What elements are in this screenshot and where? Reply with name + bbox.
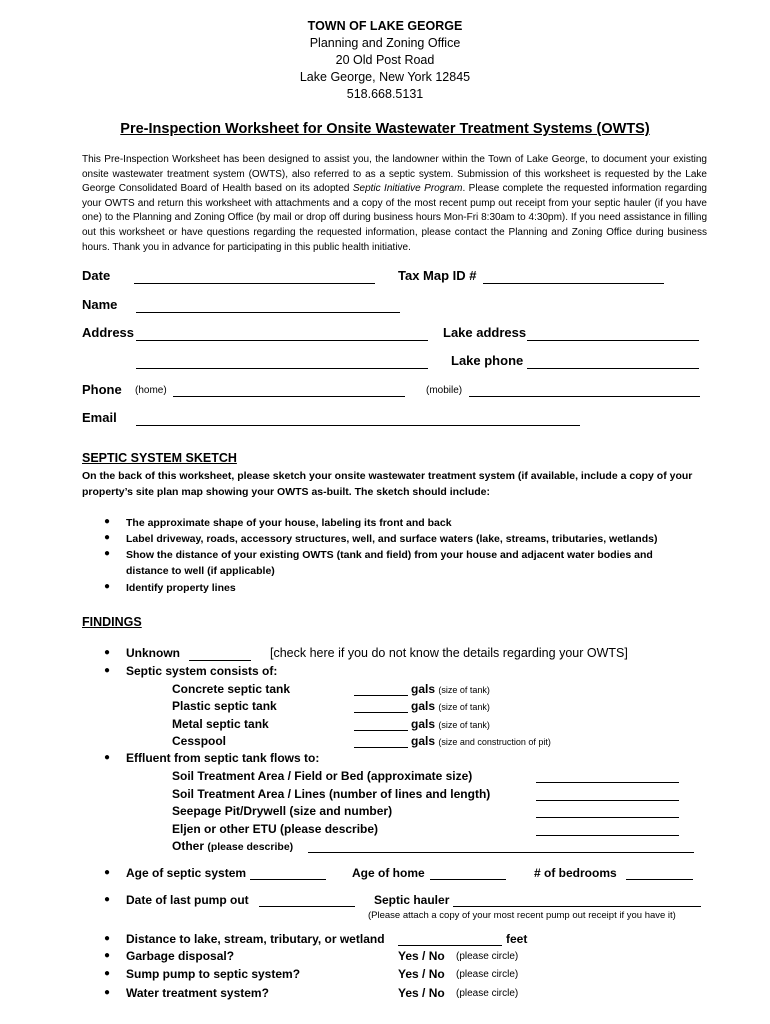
hauler-label: Septic hauler xyxy=(374,893,450,907)
mobile-phone-field[interactable] xyxy=(469,396,700,397)
flow-field[interactable] xyxy=(536,782,679,783)
tank-gallons-field[interactable] xyxy=(354,747,408,748)
tank-label: Cesspool xyxy=(172,734,227,748)
age-septic-field[interactable] xyxy=(250,879,326,880)
yes-no-choice[interactable]: Yes / No xyxy=(398,986,445,1000)
effluent-label: Effluent from septic tank flows to: xyxy=(126,751,320,765)
question-label: Garbage disposal? xyxy=(126,949,235,963)
date-field[interactable] xyxy=(134,283,375,284)
yes-no-choice[interactable]: Yes / No xyxy=(398,967,445,981)
address-field[interactable] xyxy=(136,340,428,341)
age-home-field[interactable] xyxy=(430,879,506,880)
sketch-heading: SEPTIC SYSTEM SKETCH xyxy=(82,451,237,465)
lake-phone-field[interactable] xyxy=(527,368,699,369)
tank-gallons-field[interactable] xyxy=(354,712,408,713)
street-address: 20 Old Post Road xyxy=(335,53,435,67)
mobile-phone-label: (mobile) xyxy=(426,385,463,396)
bullet-icon: ● xyxy=(104,950,111,961)
tank-gallons-field[interactable] xyxy=(354,695,408,696)
lake-phone-label: Lake phone xyxy=(451,353,524,368)
flow-label: Seepage Pit/Drywell (size and number) xyxy=(172,804,393,818)
tank-unit: gals (size of tank) xyxy=(411,682,490,696)
feet-label: feet xyxy=(506,932,528,946)
hauler-field[interactable] xyxy=(453,906,701,907)
question-label: Water treatment system? xyxy=(126,986,269,1000)
bullet-icon: ● xyxy=(104,867,111,878)
sketch-item: Show the distance of your existing OWTS (tank and field) from your house and adjacent water bodies and distance to well (if applicable) xyxy=(126,549,653,577)
flow-field[interactable] xyxy=(536,817,679,818)
bullet-icon: ● xyxy=(104,532,111,543)
office-name: Planning and Zoning Office xyxy=(309,36,461,50)
bullet-icon: ● xyxy=(104,968,111,979)
email-field[interactable] xyxy=(136,425,580,426)
home-phone-label: (home) xyxy=(135,385,167,396)
unknown-label: Unknown xyxy=(126,646,180,660)
phone-label: Phone xyxy=(82,382,122,397)
tank-gallons-field[interactable] xyxy=(354,730,408,731)
distance-field[interactable] xyxy=(398,945,502,946)
sketch-item: Label driveway, roads, accessory structures, well, and surface waters (lake, streams, tributaries, wetlands) xyxy=(126,533,658,545)
question-label: Sump pump to septic system? xyxy=(126,967,301,981)
pump-out-label: Date of last pump out xyxy=(126,893,249,907)
sketch-item: Identify property lines xyxy=(126,582,236,594)
flow-label: Soil Treatment Area / Field or Bed (approximate size) xyxy=(172,769,473,783)
circle-note: (please circle) xyxy=(456,969,519,980)
name-label: Name xyxy=(82,297,118,312)
intro-text-1: This Pre-Inspection Worksheet has been designed to assist you, the landowner within the Town of Lake George, to document your existing onsite wastewater treatment system (OWTS), also referred to as a septic system. Submission of this worksheet is requested by the Lake George Consolidated Board of Health based on its adopted xyxy=(82,154,707,195)
tank-label: Concrete septic tank xyxy=(172,682,291,696)
tank-unit: gals (size and construction of pit) xyxy=(411,734,551,748)
circle-note: (please circle) xyxy=(456,988,519,999)
bullet-icon: ● xyxy=(104,894,111,905)
lake-address-field[interactable] xyxy=(527,340,699,341)
document-title: Pre-Inspection Worksheet for Onsite Wastewater Treatment Systems (OWTS) xyxy=(120,121,650,137)
intro-italic: Septic Initiative Program xyxy=(352,183,463,195)
tank-unit: gals (size of tank) xyxy=(411,699,490,713)
address-field-line2[interactable] xyxy=(136,368,428,369)
bullet-icon: ● xyxy=(104,647,111,658)
tank-label: Metal septic tank xyxy=(172,717,269,731)
lake-address-label: Lake address xyxy=(443,325,527,340)
bullet-icon: ● xyxy=(104,987,111,998)
unknown-checkbox-line[interactable] xyxy=(189,660,251,661)
bullet-icon: ● xyxy=(104,752,111,763)
flow-label: Soil Treatment Area / Lines (number of lines and length) xyxy=(172,787,491,801)
age-home-label: Age of home xyxy=(352,866,425,880)
sketch-instructions: On the back of this worksheet, please sketch your onsite wastewater treatment system (if available, include a copy of your property’s site plan map showing your OWTS as-built. The sketch should include: xyxy=(82,470,693,498)
bedrooms-label: # of bedrooms xyxy=(534,866,617,880)
home-phone-field[interactable] xyxy=(173,396,405,397)
tax-map-label: Tax Map ID # xyxy=(398,268,477,283)
sketch-item: The approximate shape of your house, labeling its front and back xyxy=(126,517,452,529)
pump-out-field[interactable] xyxy=(259,906,355,907)
town-name: TOWN OF LAKE GEORGE xyxy=(307,19,463,33)
name-field[interactable] xyxy=(136,312,400,313)
yes-no-choice[interactable]: Yes / No xyxy=(398,949,445,963)
tank-label: Plastic septic tank xyxy=(172,699,277,713)
other-field[interactable] xyxy=(308,852,694,853)
hauler-note: (Please attach a copy of your most recent pump out receipt if you have it) xyxy=(368,910,676,921)
bullet-icon: ● xyxy=(104,516,111,527)
tank-unit: gals (size of tank) xyxy=(411,717,490,731)
office-phone: 518.668.5131 xyxy=(346,87,424,101)
email-label: Email xyxy=(82,410,117,425)
intro-text-2: . Please complete the requested information regarding your OWTS and return this worksheet with attachments and a copy of the most recent pump out receipt from your septic hauler (if you have one) to the Planning and Zoning Office (by mail or drop off during business hours Mon-Fri 8:30am to 4:30pm). If you need assistance in filling out this worksheet or have questions regarding the requested information, please contact the Planning and Zoning Office during business hours. Thank you in advance for participating in this public health initiative. xyxy=(82,183,707,253)
age-septic-label: Age of septic system xyxy=(126,866,247,880)
flow-field[interactable] xyxy=(536,835,679,836)
other-label: Other (please describe) xyxy=(172,839,294,853)
bullet-icon: ● xyxy=(104,581,111,592)
tax-map-field[interactable] xyxy=(483,283,664,284)
letterhead xyxy=(0,18,770,103)
bullet-icon: ● xyxy=(104,933,111,944)
distance-label: Distance to lake, stream, tributary, or wetland xyxy=(126,932,385,946)
city-address: Lake George, New York 12845 xyxy=(299,70,471,84)
unknown-note: [check here if you do not know the details regarding your OWTS] xyxy=(270,646,628,660)
intro-paragraph xyxy=(82,153,707,255)
flow-label: Eljen or other ETU (please describe) xyxy=(172,822,379,836)
circle-note: (please circle) xyxy=(456,951,519,962)
bullet-icon: ● xyxy=(104,665,111,676)
address-label: Address xyxy=(82,325,135,340)
findings-heading: FINDINGS xyxy=(82,615,142,629)
flow-field[interactable] xyxy=(536,800,679,801)
consists-label: Septic system consists of: xyxy=(126,664,278,678)
bullet-icon: ● xyxy=(104,548,111,559)
date-label: Date xyxy=(82,268,111,283)
bedrooms-field[interactable] xyxy=(626,879,693,880)
